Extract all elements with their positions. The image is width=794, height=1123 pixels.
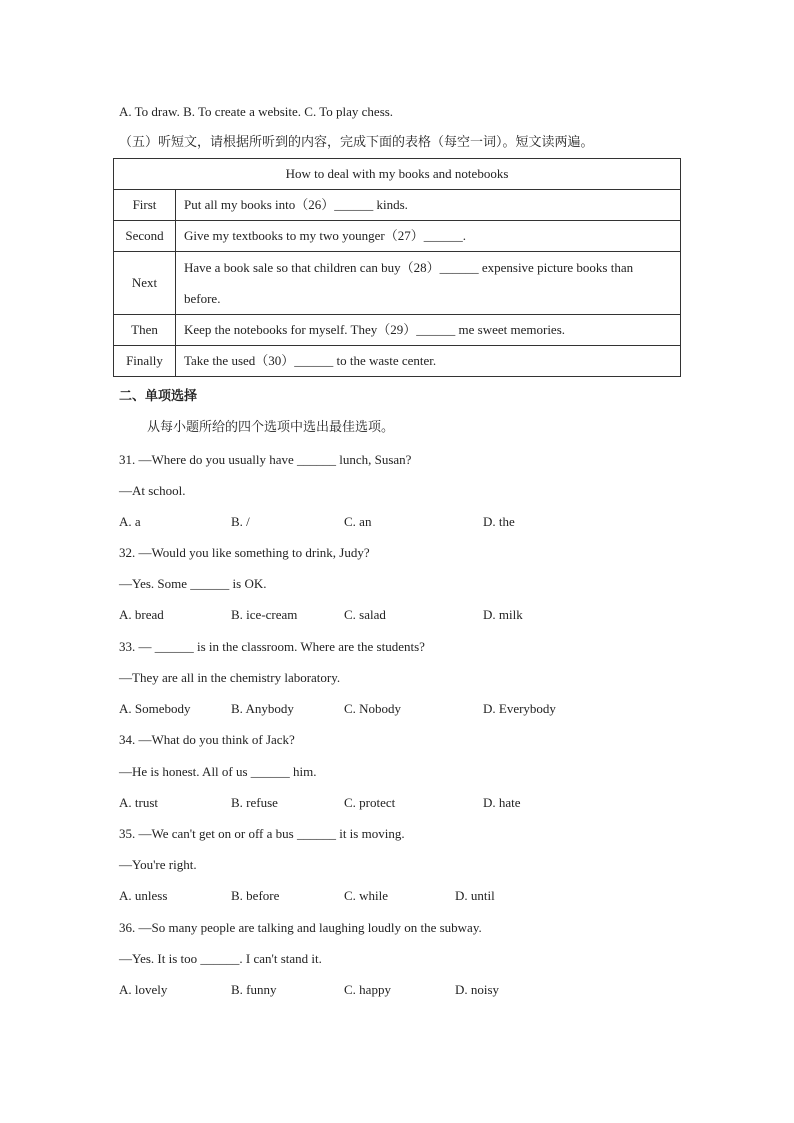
- table-title: How to deal with my books and notebooks: [114, 159, 681, 190]
- question-answer: —You're right.: [119, 857, 197, 872]
- option-b: B. refuse: [231, 795, 278, 810]
- row-label: Then: [114, 315, 176, 346]
- table-row: [114, 221, 681, 252]
- table-row: [114, 315, 681, 346]
- section-heading: 二、单项选择: [119, 389, 198, 404]
- question-answer: —At school.: [119, 483, 186, 498]
- row-content: Give my textbooks to my two younger（27）______.: [176, 221, 681, 252]
- question-answer: —He is honest. All of us ______ him.: [119, 764, 317, 779]
- section-instruction: 从每小题所给的四个选项中选出最佳选项。: [147, 420, 395, 435]
- row-label: Second: [114, 221, 176, 252]
- row-label: Finally: [114, 346, 176, 377]
- option-d: D. the: [483, 514, 515, 529]
- option-c: C. Nobody: [344, 701, 402, 716]
- table-row: [114, 252, 681, 315]
- option-a: A. Somebody: [119, 701, 191, 716]
- row-content-text: Have a book sale so that children can buy（28）______ expensive picture books than before.: [184, 260, 634, 306]
- option-b: B. funny: [231, 982, 277, 997]
- option-d: D. milk: [483, 607, 523, 622]
- row-label: Next: [114, 252, 176, 315]
- listening-instruction: （五）听短文，请根据所听到的内容，完成下面的表格（每空一词）。短文读两遍。: [119, 135, 594, 150]
- option-a: A. trust: [119, 795, 158, 810]
- question-answer: —Yes. It is too ______. I can't stand it.: [119, 951, 322, 966]
- option-b: B. Anybody: [231, 701, 294, 716]
- row-label: First: [114, 190, 176, 221]
- option-a: A. lovely: [119, 982, 168, 997]
- question-answer: —They are all in the chemistry laboratory.: [119, 670, 341, 685]
- option-c: C. protect: [344, 795, 396, 810]
- question-stem: 35. —We can't get on or off a bus ______ it is moving.: [119, 826, 405, 841]
- prev-options-line: A. To draw. B. To create a website. C. To play chess.: [119, 104, 394, 119]
- option-b: B. before: [231, 888, 280, 903]
- option-d: D. until: [455, 888, 495, 903]
- row-content: Keep the notebooks for myself. They（29）______ me sweet memories.: [176, 315, 681, 346]
- option-c: C. an: [344, 514, 372, 529]
- question-stem: 34. —What do you think of Jack?: [119, 732, 295, 747]
- option-d: D. Everybody: [483, 701, 556, 716]
- question-stem: 36. —So many people are talking and laughing loudly on the subway.: [119, 920, 482, 935]
- question-stem: 33. — ______ is in the classroom. Where are the students?: [119, 639, 425, 654]
- question-stem: 31. —Where do you usually have ______ lunch, Susan?: [119, 452, 412, 467]
- table-row: [114, 346, 681, 377]
- option-d: D. noisy: [455, 982, 500, 997]
- option-a: A. bread: [119, 607, 164, 622]
- row-content: Take the used（30）______ to the waste center.: [176, 346, 681, 377]
- question-stem: 32. —Would you like something to drink, Judy?: [119, 545, 370, 560]
- option-c: C. while: [344, 888, 389, 903]
- question-answer: —Yes. Some ______ is OK.: [119, 576, 267, 591]
- option-a: A. a: [119, 514, 141, 529]
- option-b: B. ice-cream: [231, 607, 298, 622]
- table-row: [114, 190, 681, 221]
- option-c: C. salad: [344, 607, 386, 622]
- option-c: C. happy: [344, 982, 391, 997]
- row-content: Put all my books into（26）______ kinds.: [176, 190, 681, 221]
- listening-table: [113, 158, 681, 377]
- option-b: B. /: [231, 514, 250, 529]
- option-a: A. unless: [119, 888, 168, 903]
- option-d: D. hate: [483, 795, 521, 810]
- row-content: [176, 252, 681, 315]
